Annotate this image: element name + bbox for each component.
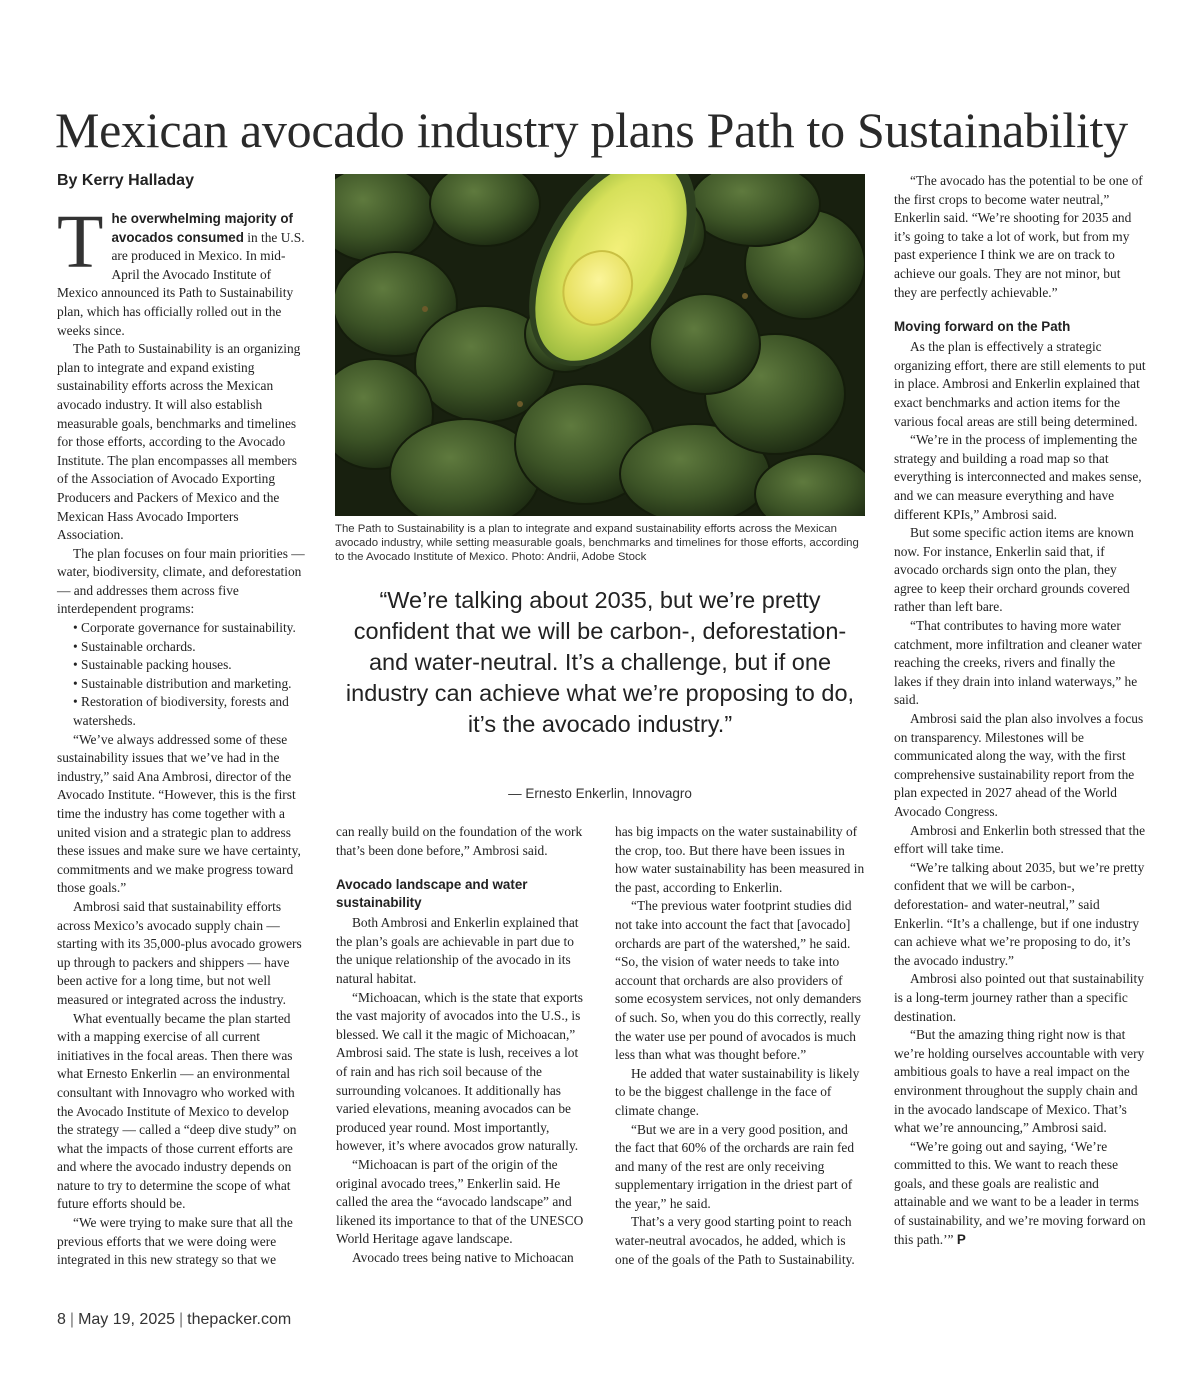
paragraph: Avocado trees being native to Michoacan	[352, 1249, 574, 1265]
program-list	[57, 619, 307, 731]
byline: By Kerry Halladay	[57, 172, 194, 189]
drop-cap: T	[57, 200, 104, 284]
photo-caption: The Path to Sustainability is a plan to integrate and expand sustainability efforts across the Mexican avocado industry, while setting measurable goals, benchmarks and timelines for those efforts, according to the Avocado Institute of Mexico. Photo: Andrii, Adobe Stock	[335, 523, 859, 563]
paragraph: “We’re talking about 2035, but we’re pretty confident that we will be carbon-, deforestation- and water-neutral,” said Enkerlin. “It’s a challenge, but if one industry can achieve what we’re proposing to do, it’s the avocado industry.”	[894, 859, 1145, 968]
paragraph-text: “We’re going out and saying, ‘We’re committed to this. We want to reach these goals, and these goals are realistic and attainable and we want to be a leader in terms of sustainability, and we’re moving forward on this path.’”	[894, 1138, 1146, 1247]
section-subhead: Moving forward on the Path	[894, 319, 1071, 335]
paragraph: Ambrosi also pointed out that sustainability is a long-term journey rather than a specific destination.	[894, 971, 1144, 1024]
paragraph: has big impacts on the water sustainability of the crop, too. But there have been issues in how water sustainability has been measured in the past, according to Enkerlin.	[615, 824, 865, 895]
avocado-photo-illustration	[335, 174, 865, 516]
paragraph: “Michoacan is part of the origin of the original avocado trees,” Enkerlin said. He called the area the “avocado landscape” and likened its importance to that of the UNESCO World Heritage agave landscape.	[336, 1156, 584, 1247]
paragraph: But some specific action items are known now. For instance, Enkerlin said that, if avocado orchards sign onto the plan, they agree to keep their orchard grounds covered rather than left bare.	[894, 525, 1134, 615]
headline: Mexican avocado industry plans Path to Sustainability	[55, 102, 1128, 158]
paragraph: That’s a very good starting point to reach water-neutral avocados, he added, which is one of the goals of the Path to Sustainability.	[615, 1214, 855, 1267]
article-column-3	[615, 823, 867, 1269]
list-item: • Sustainable packing houses.	[73, 657, 232, 673]
paragraph: “The avocado has the potential to be one of the first crops to become water neutral,” Enkerlin said. “We’re shooting for 2035 and it’s going to take a lot of work, but from my past experience I think we are on track to achieve our goals. They are not minor, but they are perfectly achievable.”	[894, 173, 1143, 300]
paragraph: Ambrosi said the plan also involves a focus on transparency. Milestones will be communicated along the way, with the first comprehensive sustainability report from the plan expected in 2027 ahead of the World Avocado Congress.	[894, 711, 1144, 819]
paragraph: What eventually became the plan started with a mapping exercise of all current initiatives in the focal areas. Then there was what Ernesto Enkerlin — an environmental consultant with Innovagro who worked with the Avocado Institute of Mexico to develop the strategy — called a “deep dive study” on what the impacts of those current efforts are and where the avocado industry depends on nature to try to determine the scope of what future efforts should be.	[57, 1010, 297, 1212]
paragraph: “Michoacan, which is the state that exports the vast majority of avocados into the U.S., is blessed. We call it the magic of Michoacan,” Ambrosi said. The state is lush, receives a lot of rain and has rich soil because of the surrounding volcanoes. It additionally has varied elevations, meaning avocados can be produced year round. Most importantly, however, it’s where avocados grow naturally.	[336, 989, 583, 1154]
paragraph: Ambrosi said that sustainability efforts across Mexico’s avocado supply chain — starting with its 35,000-plus avocado growers up through to packers and shippers — have been active for a long time, but not well measured or integrated across the industry.	[57, 898, 302, 1007]
pull-quote-attribution: — Ernesto Enkerlin, Innovagro	[508, 786, 692, 801]
paragraph: “The previous water footprint studies did not take into account the fact that [avocado] orchards are part of the watershed,” he said. “So, the vision of water needs to take into account that orchards are also providers of some ecosystem services, not only demanders of such. So, when you do this correctly, really the water use per pound of avocados is much less than what was thought before.”	[615, 898, 862, 1063]
avocado-photo	[335, 174, 865, 516]
paragraph: “We were trying to make sure that all the previous efforts that we were doing were integrated in this new strategy so that we	[57, 1215, 293, 1268]
list-item: • Sustainable distribution and marketing.	[73, 675, 292, 691]
issue-date: May 19, 2025	[78, 1311, 176, 1328]
lead-paragraph	[57, 200, 307, 340]
folio-separator: |	[179, 1311, 184, 1328]
paragraph: “But the amazing thing right now is that we’re holding ourselves accountable with very ambitious goals to have a real impact on the environment throughout the supply chain and in the avocado landscape of Mexico. That’s what we’re announcing,” Ambrosi said.	[894, 1027, 1145, 1136]
paragraph: “That contributes to having more water catchment, more infiltration and cleaner water reaching the creeks, rivers and finally the lakes if they drain into inland waterways,” he said.	[894, 618, 1142, 708]
lead-text: in the U.S. are produced in Mexico. In mid-April the Avocado Institute of Mexico announced its Path to Sustainability plan, which has officially rolled out in the weeks since.	[57, 229, 305, 338]
paragraph: The plan focuses on four main priorities — water, biodiversity, climate, and deforestation — and addresses them across five interdependent programs:	[57, 545, 305, 617]
website-link[interactable]: thepacker.com	[187, 1311, 292, 1328]
paragraph: As the plan is effectively a strategic organizing effort, there are still elements to put in place. Ambrosi and Enkerlin explained that exact benchmarks and action items for the various focal areas are still being determined.	[894, 339, 1146, 429]
folio-separator: |	[69, 1311, 75, 1328]
list-item: • Sustainable orchards.	[73, 638, 196, 654]
paragraph: can really build on the foundation of the work that’s been done before,” Ambrosi said.	[336, 824, 583, 858]
lead-bold-text: he overwhelming majority of avocados consumed	[111, 211, 293, 245]
paragraph: The Path to Sustainability is an organizing plan to integrate and expand existing sustainability efforts across the Mexican avocado industry. It will also establish measurable goals, benchmarks and timelines for those efforts, according to the Avocado Institute. The plan encompasses all members of the Association of Avocado Exporting Producers and Packers of Mexico and the Mexican Hass Avocado Importers Association.	[57, 341, 301, 543]
paragraph: He added that water sustainability is likely to be the biggest challenge in the face of climate change.	[615, 1065, 860, 1118]
article-column-1	[57, 200, 307, 1270]
paragraph: Ambrosi and Enkerlin both stressed that the effort will take time.	[894, 822, 1146, 857]
paragraph: “But we are in a very good position, and the fact that 60% of the orchards are rain fed and many of the rest are only receiving supplementary irrigation in the driest part of the year,” he said.	[615, 1121, 855, 1211]
paragraph: Both Ambrosi and Enkerlin explained that the plan’s goals are achievable in part due to the unique relationship of the avocado in its natural habitat.	[336, 915, 579, 986]
final-paragraph	[894, 1138, 1146, 1250]
page-number: 8	[57, 1311, 66, 1328]
list-item: • Corporate governance for sustainability.	[73, 620, 296, 636]
paragraph: “We’ve always addressed some of these sustainability issues that we’ve had in the industry,” said Ana Ambrosi, director of the Avocado Institute. “However, this is the first time the industry has come together with a united vision and a strategic plan to address these issues and make sure we have certainty, commitments and we make progress toward those goals.”	[57, 731, 301, 896]
section-subhead: Avocado landscape and water sustainability	[336, 877, 528, 911]
article-column-4	[894, 172, 1146, 1249]
page-folio	[57, 1311, 291, 1329]
paragraph: “We’re in the process of implementing the strategy and building a road map so that everything is interconnected and makes sense, and we can measure everything and have different KPIs,” Ambrosi said.	[894, 432, 1142, 522]
end-mark: P	[956, 1231, 966, 1247]
article-column-2	[336, 823, 588, 1267]
pull-quote: “We’re talking about 2035, but we’re pretty confident that we will be carbon-, deforestation- and water-neutral. It’s a challenge, but if one industry can achieve what we’re proposing to do, it’s the avocado industry.”	[345, 587, 855, 737]
list-item: • Restoration of biodiversity, forests and watersheds.	[73, 694, 289, 729]
